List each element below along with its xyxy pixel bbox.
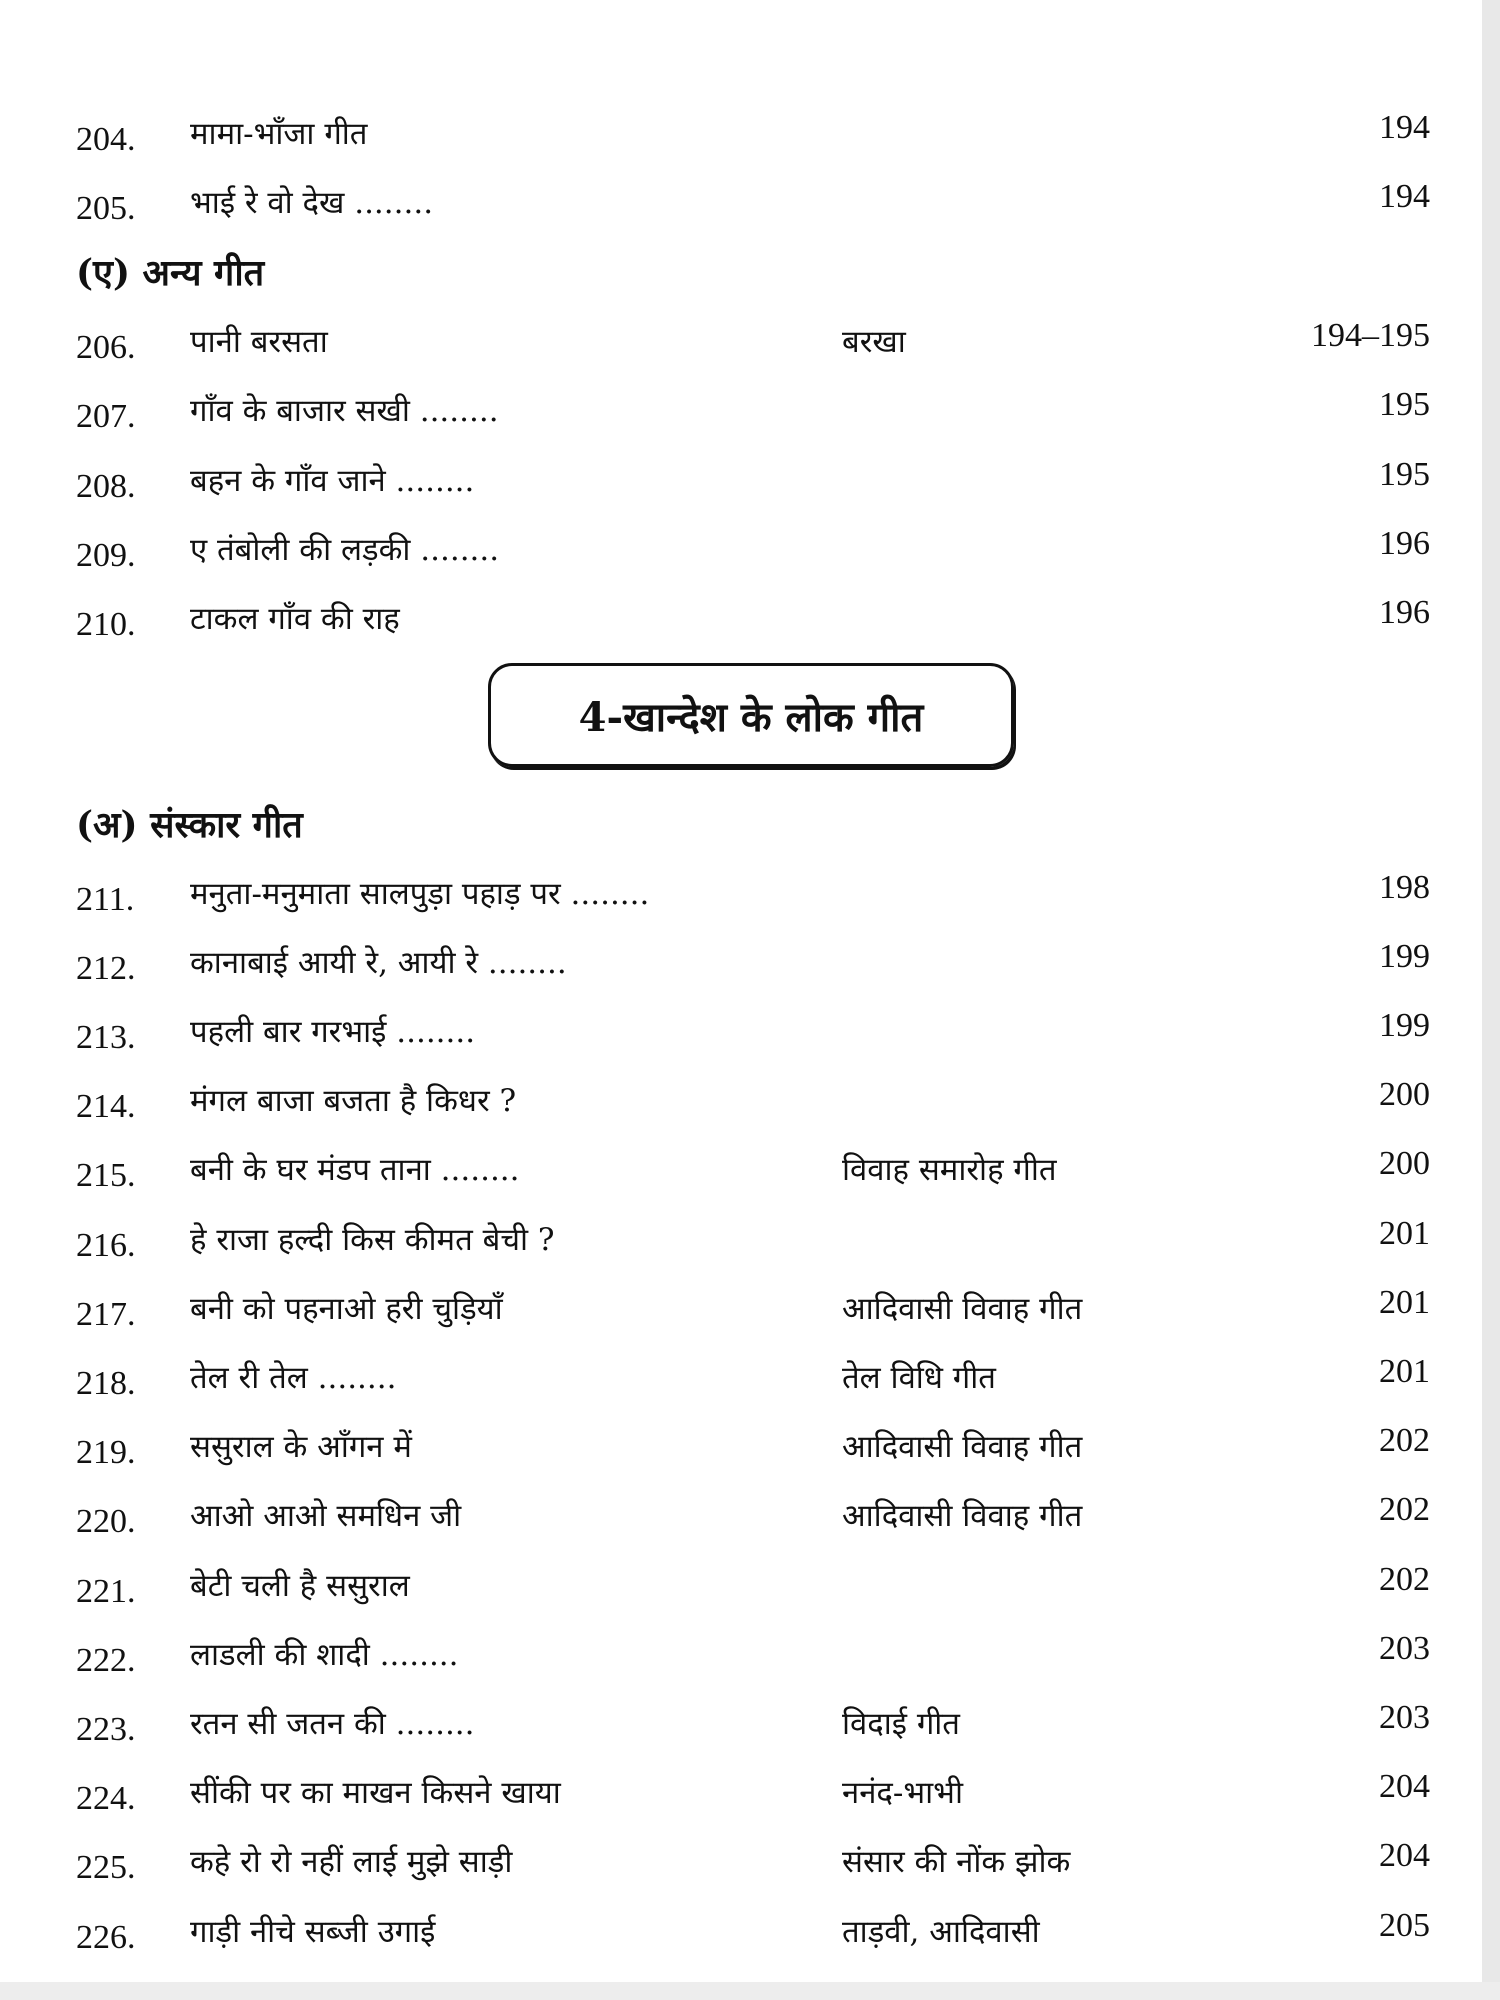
entry-page: 202: [1379, 1561, 1430, 1598]
entry-title: रतन सी जतन की ........: [190, 1706, 475, 1742]
entry-title: गाँव के बाजार सखी ........: [190, 393, 499, 429]
section-heading-e: (ए) अन्य गीत: [76, 252, 265, 294]
entry-title: भाई रे वो देख ........: [190, 185, 434, 221]
entry-number: 213.: [76, 1019, 136, 1056]
entry-page: 204: [1379, 1837, 1430, 1874]
entry-number: 218.: [76, 1365, 136, 1402]
toc-entry: [0, 864, 1500, 924]
entry-number: 225.: [76, 1849, 136, 1886]
entry-title: सींकी पर का माखन किसने खाया: [190, 1775, 561, 1811]
entry-number: 211.: [76, 881, 135, 918]
entry-page: 201: [1379, 1215, 1430, 1252]
entry-page: 200: [1379, 1145, 1430, 1182]
entry-title: लाडली की शादी ........: [190, 1637, 459, 1673]
entry-note: बरखा: [842, 324, 906, 360]
section-heading-a: (अ) संस्कार गीत: [76, 804, 303, 846]
entry-title: तेल री तेल ........: [190, 1360, 397, 1396]
entry-page: 202: [1379, 1422, 1430, 1459]
entry-note: विदाई गीत: [842, 1706, 960, 1742]
toc-entry: [0, 173, 1500, 233]
entry-page: 200: [1379, 1076, 1430, 1113]
entry-title: मनुता-मनुमाता सालपुड़ा पहाड़ पर ........: [190, 876, 650, 912]
entry-title: पानी बरसता: [190, 324, 328, 360]
entry-number: 223.: [76, 1711, 136, 1748]
entry-page: 194: [1379, 178, 1430, 215]
entry-number: 207.: [76, 398, 136, 435]
toc-entry: [0, 451, 1500, 511]
entry-title: हे राजा हल्दी किस कीमत बेची ?: [190, 1222, 555, 1258]
entry-page: 205: [1379, 1907, 1430, 1944]
entry-title: पहली बार गरभाई ........: [190, 1014, 476, 1050]
entry-title: बनी को पहनाओ हरी चुड़ियाँ: [190, 1291, 503, 1327]
toc-entry: [0, 1140, 1500, 1200]
entry-page: 199: [1379, 1007, 1430, 1044]
entry-page: 194: [1379, 109, 1430, 146]
entry-page: 202: [1379, 1491, 1430, 1528]
entry-number: 204.: [76, 121, 136, 158]
entry-page: 196: [1379, 525, 1430, 562]
entry-title: बहन के गाँव जाने ........: [190, 463, 475, 499]
entry-page: 203: [1379, 1699, 1430, 1736]
toc-entry: [0, 104, 1500, 164]
toc-entry: [0, 381, 1500, 441]
toc-entry: [0, 589, 1500, 649]
toc-entry: [0, 1279, 1500, 1339]
toc-entry: [0, 1625, 1500, 1685]
entry-number: 216.: [76, 1227, 136, 1264]
entry-page: 201: [1379, 1353, 1430, 1390]
entry-number: 226.: [76, 1919, 136, 1956]
toc-entry: [0, 1763, 1500, 1823]
entry-title: गाड़ी नीचे सब्जी उगाई: [190, 1914, 436, 1950]
entry-number: 222.: [76, 1642, 136, 1679]
toc-entry: [0, 312, 1500, 372]
toc-entry: [0, 1556, 1500, 1616]
toc-entry: [0, 1348, 1500, 1408]
toc-entry: [0, 1694, 1500, 1754]
entry-page: 204: [1379, 1768, 1430, 1805]
toc-entry: [0, 520, 1500, 580]
entry-note: आदिवासी विवाह गीत: [842, 1498, 1083, 1534]
entry-title: ए तंबोली की लड़की ........: [190, 532, 500, 568]
entry-title: कहे रो रो नहीं लाई मुझे साड़ी: [190, 1844, 513, 1880]
entry-note: संसार की नोंक झोक: [842, 1844, 1071, 1880]
entry-note: आदिवासी विवाह गीत: [842, 1429, 1083, 1465]
entry-title: कानाबाई आयी रे, आयी रे ........: [190, 945, 567, 981]
entry-number: 224.: [76, 1780, 136, 1817]
entry-number: 208.: [76, 468, 136, 505]
chapter-title-box: [488, 663, 1014, 767]
entry-title: आओ आओ समधिन जी: [190, 1498, 462, 1534]
entry-page: 196: [1379, 594, 1430, 631]
toc-entry: [0, 1902, 1500, 1962]
entry-page: 201: [1379, 1284, 1430, 1321]
entry-number: 220.: [76, 1503, 136, 1540]
entry-page: 195: [1379, 456, 1430, 493]
entry-title: मंगल बाजा बजता है किधर ?: [190, 1083, 517, 1119]
entry-title: बेटी चली है ससुराल: [190, 1568, 410, 1604]
entry-number: 217.: [76, 1296, 136, 1333]
entry-number: 215.: [76, 1157, 136, 1194]
toc-entry: [0, 1417, 1500, 1477]
entry-number: 209.: [76, 537, 136, 574]
entry-number: 221.: [76, 1573, 136, 1610]
entry-title: ससुराल के आँगन में: [190, 1429, 412, 1465]
entry-number: 219.: [76, 1434, 136, 1471]
toc-entry: [0, 1832, 1500, 1892]
entry-number: 206.: [76, 329, 136, 366]
entry-note: ताड़वी, आदिवासी: [842, 1914, 1040, 1950]
toc-entry: [0, 1002, 1500, 1062]
entry-title: बनी के घर मंडप ताना ........: [190, 1152, 520, 1188]
entry-title: मामा-भाँजा गीत: [190, 116, 368, 152]
toc-entry: [0, 1210, 1500, 1270]
chapter-title: 4-खान्देश के लोक गीत: [578, 693, 924, 741]
entry-note: विवाह समारोह गीत: [842, 1152, 1057, 1188]
entry-number: 212.: [76, 950, 136, 987]
toc-entry: [0, 1486, 1500, 1546]
entry-page: 198: [1379, 869, 1430, 906]
entry-page: 195: [1379, 386, 1430, 423]
entry-page: 199: [1379, 938, 1430, 975]
page-edge: [1482, 0, 1500, 2000]
entry-note: ननंद-भाभी: [842, 1775, 963, 1811]
entry-note: तेल विधि गीत: [842, 1360, 996, 1396]
toc-entry: [0, 933, 1500, 993]
entry-number: 214.: [76, 1088, 136, 1125]
entry-number: 210.: [76, 606, 136, 643]
entry-page: 203: [1379, 1630, 1430, 1667]
entry-number: 205.: [76, 190, 136, 227]
toc-entry: [0, 1071, 1500, 1131]
entry-page: 194–195: [1311, 317, 1430, 354]
entry-title: टाकल गाँव की राह: [190, 601, 400, 637]
page-bottom-edge: [0, 1982, 1500, 2000]
entry-note: आदिवासी विवाह गीत: [842, 1291, 1083, 1327]
